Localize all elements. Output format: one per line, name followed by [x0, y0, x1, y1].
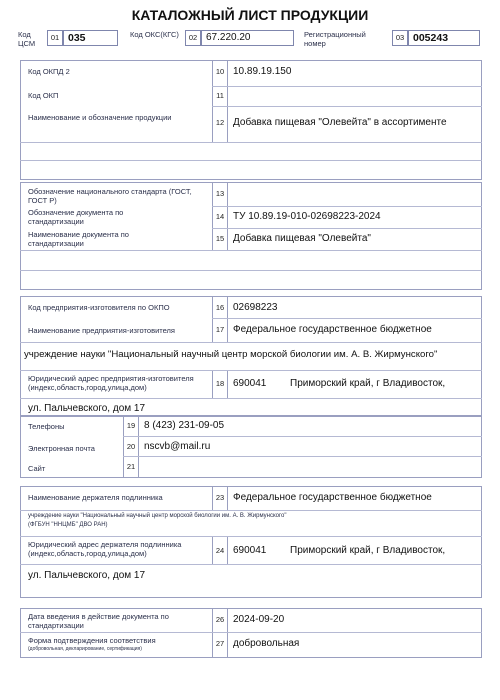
f23-value: Федеральное государственное бюджетное — [233, 492, 432, 503]
f20-value: nscvb@mail.ru — [144, 441, 211, 452]
f16-num: 16 — [215, 303, 225, 312]
f18-num: 18 — [215, 379, 225, 388]
f10-label: Код ОКПД 2 — [28, 67, 70, 76]
row-divider — [123, 436, 482, 437]
csm-value: 035 — [63, 30, 118, 46]
f23-label: Наименование держателя подлинника — [28, 493, 163, 502]
row-divider — [20, 370, 482, 371]
oks-value: 67.220.20 — [201, 30, 294, 46]
row-divider — [123, 456, 482, 457]
f23-continuation: учреждение науки "Национальный научный центр морской биологии им. А. В. Жирмунского" — [28, 513, 287, 519]
f10-num: 10 — [215, 67, 225, 76]
f24-continuation: ул. Пальчевского, дом 17 — [28, 570, 146, 581]
row-divider — [212, 86, 482, 87]
page-title: КАТАЛОЖНЫЙ ЛИСТ ПРОДУКЦИИ — [131, 7, 369, 23]
row-divider — [20, 250, 482, 251]
f18-index: 690041 — [233, 378, 267, 389]
f19-value: 8 (423) 231-09-05 — [144, 420, 225, 431]
row-divider — [20, 536, 482, 537]
f18-region: Приморский край, г Владивосток, — [290, 378, 446, 389]
f21-num: 21 — [126, 462, 136, 471]
f23-num: 23 — [215, 493, 225, 502]
f24-num: 24 — [215, 546, 225, 555]
f12-num: 12 — [215, 118, 225, 127]
f14-value: ТУ 10.89.19-010-02698223-2024 — [233, 211, 381, 222]
f17-value: Федеральное государственное бюджетное — [233, 324, 432, 335]
f17-num: 17 — [215, 325, 225, 334]
f27-label: Форма подтверждения соответствия — [28, 636, 156, 645]
f13-num: 13 — [215, 189, 225, 198]
oks-label: Код ОКС(КГС) — [130, 30, 179, 39]
f17-label: Наименование предприятия-изготовителя — [28, 326, 175, 335]
f14-num: 14 — [215, 212, 225, 221]
reg-num: 03 — [392, 30, 408, 46]
row-divider — [212, 206, 482, 207]
reg-label: Регистрационный номер — [304, 30, 366, 48]
f19-label: Телефоны — [28, 422, 65, 431]
row-divider — [212, 106, 482, 107]
f19-num: 19 — [126, 421, 136, 430]
f18-label: Юридический адрес предприятия-изготовителя (индекс,область,город,улица,дом) — [28, 374, 194, 392]
f27-sublabel: (добровольная, декларирование, сертификация) — [28, 646, 142, 652]
f18-continuation: ул. Пальчевского, дом 17 — [28, 403, 146, 414]
csm-label: Код ЦСМ — [18, 30, 36, 48]
row-divider — [212, 318, 482, 319]
f11-label: Код ОКП — [28, 91, 59, 100]
f27-num: 27 — [215, 639, 225, 648]
f26-num: 26 — [215, 615, 225, 624]
f16-label: Код предприятия-изготовителя по ОКПО — [28, 303, 170, 312]
row-divider — [20, 398, 482, 399]
f27-value: добровольная — [233, 638, 300, 649]
row-divider — [20, 142, 482, 143]
f15-num: 15 — [215, 234, 225, 243]
f10-value: 10.89.19.150 — [233, 66, 292, 77]
oks-num: 02 — [185, 30, 201, 46]
row-divider — [20, 564, 482, 565]
row-divider — [212, 228, 482, 229]
f20-label: Электронная почта — [28, 444, 95, 453]
reg-value: 005243 — [408, 30, 480, 46]
row-divider — [20, 160, 482, 161]
f26-label: Дата введения в действие документа по стандартизации — [28, 612, 169, 630]
f15-value: Добавка пищевая "Олевейта" — [233, 233, 371, 244]
f14-label: Обозначение документа по стандартизации — [28, 208, 124, 226]
row-divider — [20, 510, 482, 511]
f13-label: Обозначение национального стандарта (ГОСТ, ГОСТ Р) — [28, 187, 192, 205]
row-divider — [20, 342, 482, 343]
f11-num: 11 — [216, 91, 224, 100]
f24-region: Приморский край, г Владивосток, — [290, 545, 446, 556]
f15-label: Наименование документа по стандартизации — [28, 230, 129, 248]
f12-label: Наименование и обозначение продукции — [28, 113, 172, 122]
f20-num: 20 — [126, 442, 136, 451]
row-divider — [20, 632, 482, 633]
f23-continuation-2: (ФГБУН "ННЦМБ" ДВО РАН) — [28, 522, 108, 528]
f16-value: 02698223 — [233, 302, 278, 313]
f24-index: 690041 — [233, 545, 267, 556]
f12-value: Добавка пищевая "Олевейта" в ассортименте — [233, 117, 447, 128]
csm-num: 01 — [47, 30, 63, 46]
f21-label: Сайт — [28, 464, 46, 473]
row-divider — [20, 270, 482, 271]
f17-continuation: учреждение науки "Национальный научный центр морской биологии им. А. В. Жирмунского" — [24, 349, 438, 360]
f26-value: 2024-09-20 — [233, 614, 285, 625]
f24-label: Юридический адрес держателя подлинника (индекс,область,город,улица,дом) — [28, 540, 182, 558]
